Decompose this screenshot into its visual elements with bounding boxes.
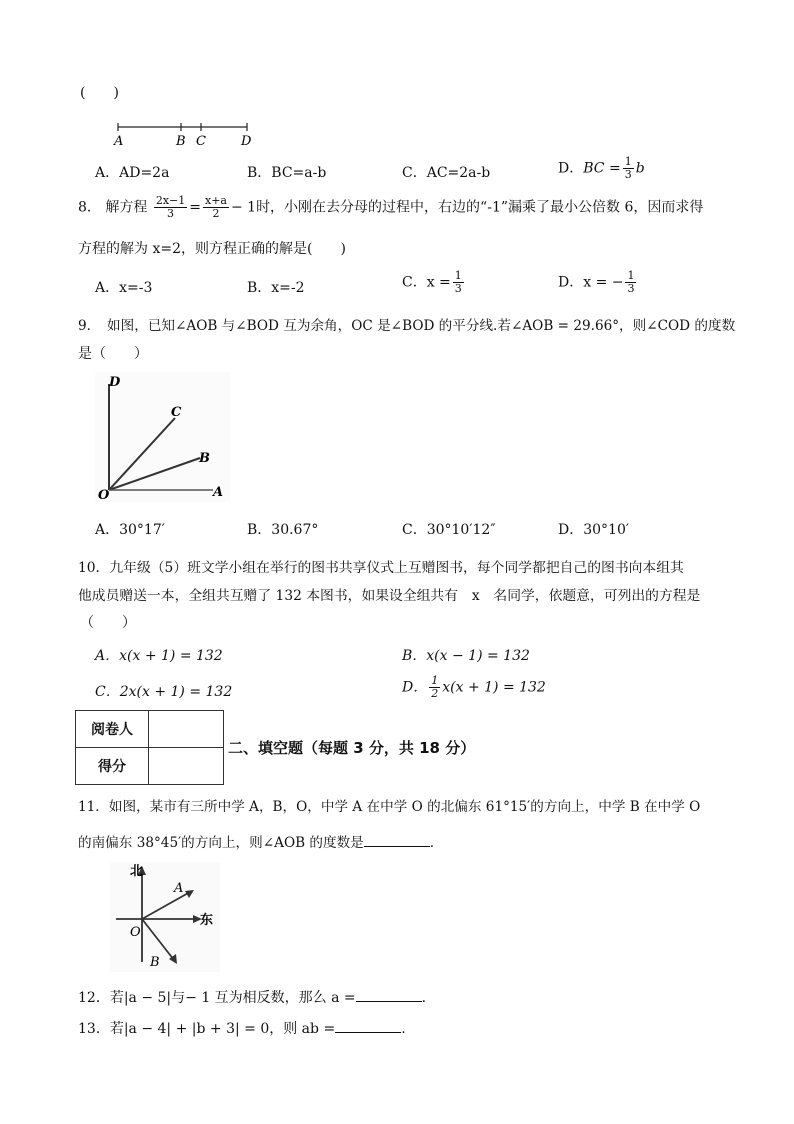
q12-end: . [421, 990, 427, 1006]
q10-line3: （ ） [80, 615, 136, 631]
q11-line2-text: 的南偏东 38°45′的方向上，则∠AOB 的度数是 [78, 835, 364, 851]
q8-c-num: 1 [454, 269, 462, 282]
q11-line2 [78, 831, 434, 851]
q11-line1: 11．如图，某市有三所中学 A，B，O，中学 A 在中学 O 的北偏东 61°15′的方向上，中学 B 在中学 O [78, 799, 701, 815]
label-d: D [241, 134, 252, 148]
q10-option-c[interactable]: C．2x(x + 1) = 132 [95, 684, 233, 700]
q7-segment-figure [110, 118, 260, 148]
q11-end: . [429, 835, 435, 851]
reviewer-label: 阅卷人 [76, 711, 149, 748]
q7-d-lhs: BC = [583, 160, 621, 177]
q9-option-c[interactable]: C．30°10′12″ [402, 522, 496, 538]
q8-pre: 解方程 [105, 199, 148, 216]
q8-line1 [78, 195, 703, 220]
q13-answer-blank[interactable] [335, 1018, 401, 1033]
q8-f1-den: 3 [167, 207, 175, 220]
score-table [75, 710, 224, 785]
q12 [78, 987, 426, 1007]
q8-c-den: 3 [454, 282, 462, 295]
q8-f2-den: 2 [212, 207, 220, 220]
q8-option-d[interactable] [558, 270, 638, 295]
score-field[interactable] [149, 748, 224, 785]
q9-line1: 9． 如图，已知∠AOB 与∠BOD 互为余角，OC 是∠BOD 的平分线.若∠AOB = 29.66°，则∠COD 的度数 [78, 318, 736, 334]
q7-option-c[interactable]: C．AC=2a-b [402, 165, 491, 181]
label-b: B [199, 451, 210, 466]
label-c: C [171, 405, 182, 420]
q7-d-prefix: D． [558, 160, 584, 177]
q7-option-a[interactable]: A．AD=2a [95, 165, 170, 181]
label-a: A [174, 881, 184, 896]
q12-answer-blank[interactable] [356, 987, 422, 1002]
q11-answer-blank[interactable] [364, 832, 430, 847]
q10-d-pre: D． [402, 679, 428, 696]
q8-option-c[interactable] [402, 270, 466, 295]
q10-option-b[interactable]: B．x(x − 1) = 132 [402, 648, 530, 664]
q7-option-b[interactable]: B．BC=a-b [247, 165, 327, 181]
label-east: 东 [200, 913, 214, 928]
q8-f2-num: x+a [204, 194, 227, 207]
q7-d-num: 1 [624, 155, 632, 168]
q7-d-var: b [635, 160, 645, 177]
label-b: B [150, 955, 160, 970]
q10-d-den: 2 [431, 687, 439, 700]
q8-d-den: 3 [627, 282, 635, 295]
q8-post: 时，小刚在去分母的过程中，右边的“-1”漏乘了最小公倍数 6，因而求得 [256, 199, 704, 216]
q10-line1: 10．九年级（5）班文学小组在举行的图书共享仪式上互赠图书，每个同学都把自己的图书向本组其 [78, 560, 684, 576]
q7-paren: ( ) [80, 85, 119, 101]
q8-c-pre: C．x = [402, 274, 451, 291]
label-north: 北 [130, 864, 144, 879]
q11-direction-figure [110, 862, 220, 972]
q10-option-a[interactable]: A．x(x + 1) = 132 [95, 648, 223, 664]
label-o: O [130, 925, 141, 940]
label-b: B [176, 134, 186, 148]
q8-f1-num: 2x−1 [155, 194, 186, 207]
reviewer-field[interactable] [149, 711, 224, 748]
q12-text: 12．若|a − 5|与− 1 互为相反数，那么 a = [78, 990, 356, 1006]
q9-line2: 是（ ） [78, 346, 148, 362]
label-d: D [109, 375, 121, 390]
q8-d-pre: D．x = − [558, 274, 624, 291]
label-c: C [196, 134, 206, 148]
q8-num: 8． [78, 199, 101, 216]
q13 [78, 1018, 406, 1038]
q10-line2: 他成员赠送一本，全组共互赠了 132 本图书，如果设全组共有 x 名同学，依题意，可列出的方程是 [78, 588, 701, 604]
q9-option-d[interactable]: D．30°10′ [558, 522, 630, 538]
q7-d-den: 3 [624, 168, 632, 181]
q7-option-d[interactable] [558, 156, 645, 181]
q8-option-a[interactable]: A．x=-3 [95, 280, 153, 296]
score-label: 得分 [76, 748, 149, 785]
label-a: A [114, 134, 124, 148]
q10-d-num: 1 [431, 674, 439, 687]
label-a: A [213, 485, 224, 500]
q10-d-post: x(x + 1) = 132 [442, 679, 546, 696]
q8-minus1: − 1 [230, 199, 257, 216]
q8-option-b[interactable]: B．x=-2 [247, 280, 305, 296]
q8-line2: 方程的解为 x=2，则方程正确的解是( ) [78, 241, 346, 257]
q8-d-num: 1 [627, 269, 635, 282]
q13-text: 13．若|a − 4| + |b + 3| = 0，则 ab = [78, 1021, 336, 1037]
label-o: O [98, 488, 110, 502]
q8-eq: = [189, 199, 201, 216]
q13-end: . [401, 1021, 406, 1037]
q9-angle-figure [95, 372, 230, 502]
q9-option-b[interactable]: B．30.67° [247, 522, 319, 538]
q9-option-a[interactable]: A．30°17′ [95, 522, 165, 538]
section-title: 二、填空题（每题 3 分，共 18 分） [228, 739, 476, 757]
q10-option-d[interactable] [402, 675, 546, 700]
